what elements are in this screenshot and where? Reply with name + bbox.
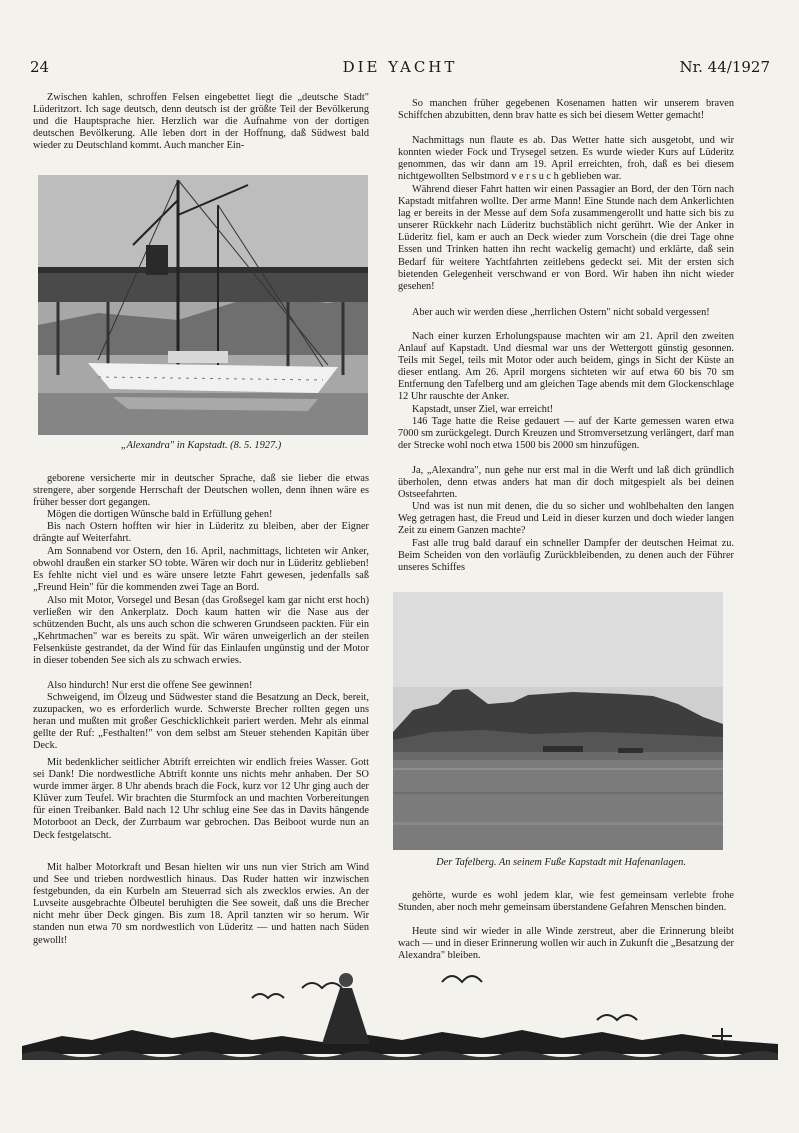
right-paragraph: Fast alle trug bald darauf ein schneller Dampfer der deutschen Heimat zu. Beim Scheiden von den vorläufig Zurückbleibenden, zu denen auch der Führer unseres Schiffes bbox=[398, 538, 734, 574]
page-number: 24 bbox=[30, 58, 50, 76]
right-paragraph: 146 Tage hatte die Reise gedauert — auf der Karte gemessen waren etwa 7000 sm zurückgelegt. Durch Kreuzen und Stromversetzung verlängert, darf man der Strecke wohl noch etwa 1500 bis 2000 sm hinzufügen. bbox=[398, 416, 734, 452]
left-paragraph: Mit halber Motorkraft und Besan hielten wir uns nun vier Strich am Wind und See und trieben nordwestlich hinaus. Das Ruder hatten wir inzwischen festgebunden, da ein Kurbeln am Steuerrad sich als zwecklos erwies. An der Luvseite ausgebrachte Ölbeutel beruhigten die See soweit, daß uns die Brecher nicht mehr über Deck gingen. Bis zum 18. April tanzten wir so herum. Wir standen nun etwa 70 sm nordwestlich von Lüderitz — und hatten nach Süden gewollt! bbox=[33, 862, 369, 946]
right-paragraph: Aber auch wir werden diese „herrlichen Ostern" nicht sobald vergessen! bbox=[412, 307, 710, 318]
seascape-vignette bbox=[22, 958, 778, 1068]
left-paragraph: Schweigend, im Ölzeug und Südwester stand die Besatzung an Deck, bereit, zuzupacken, wo es erforderlich wurde. Schwerste Brecher rollten gegen uns heran und mußten mit großer Geschicklichkeit pariert werden. Mehr als einmal gellte der Ruf: „Festhalten!" von dem selbst am Steuer stehenden Kapitän über Deck. bbox=[33, 692, 369, 752]
ship-photo bbox=[38, 175, 368, 435]
issue-number: Nr. 44/1927 bbox=[679, 58, 770, 76]
right-paragraph: Ja, „Alexandra", nun gehe nur erst mal in die Werft und laß dich gründlich überholen, denn etwas anders hat man dir doch mitgespielt als bei deinen Ostseefahrten. bbox=[398, 465, 734, 501]
left-paragraph: Also mit Motor, Vorsegel und Besan (das Großsegel kam gar nicht erst hoch) verließen wir den Ankerplatz. Doch kaum hatten wir die Nase aus der schützenden Bucht, als uns auch schon die schweren Grundseen packten. Für ein „Kehrtmachen" war es bereits zu spät. Wir wären unweigerlich an der steilen Felsenküste gestrandet, da der Wind für das Einlaufen ungünstig und der Motor in dieser tobenden See sich als zu schwach erwies. bbox=[33, 595, 369, 667]
left-paragraph: Bis nach Ostern hofften wir hier in Lüderitz zu bleiben, aber der Eigner drängte auf Weiterfahrt. bbox=[33, 521, 369, 545]
table-mountain-caption: Der Tafelberg. An seinem Fuße Kapstadt mit Hafenanlagen. bbox=[436, 857, 686, 868]
left-intro-paragraph: Zwischen kahlen, schroffen Felsen eingebettet liegt die „deutsche Stadt" Lüderitzort. Ich sage deutsch, denn deutsch ist der größte Teil der Bevölkerung und die Hauptsprache hier. Herzlich war die Aufnahme von der dortigen deutschen Bevölkerung. Alle leben dort in der Hoffnung, daß Südwest bald wieder zu Deutschland kommt. Auch mancher Ein- bbox=[33, 92, 369, 152]
page-header bbox=[30, 58, 770, 80]
table-mountain-photo bbox=[393, 592, 723, 850]
right-paragraph: Während dieser Fahrt hatten wir einen Passagier an Bord, der den Törn nach Kapstadt mitfahren wollte. Der arme Mann! Eine Stunde nach dem Ankerlichten lag er bereits in der Messe auf dem Sofa zusammengerollt und hatte sich bis zu unserer Rückkehr nach Lüderitz buchstäblich nicht gerührt. Wie der Anker in Lüderitz fiel, kam er auch an Deck wieder zum Vorschein (die drei Tage ohne Essen und Trinken hatten ihn recht wackelig gemacht) und erklärte, daß sein Bedarf für weitere Yachtfahrten zeitlebens gedeckt sei. Mit der ersten sich bietenden Gelegenheit verschwand er von Bord. Wir haben ihn nicht wieder gesehen! bbox=[398, 184, 734, 292]
right-paragraph: Kapstadt, unser Ziel, war erreicht! bbox=[412, 404, 554, 415]
ship-photo-caption: „Alexandra" in Kapstadt. (8. 5. 1927.) bbox=[120, 440, 282, 451]
right-paragraph: So manchen früher gegebenen Kosenamen hatten wir unserem braven Schiffchen abzubitten, denn brav hatte es sich bei diesem Wetter gemacht! bbox=[398, 98, 734, 122]
left-paragraph: Mit bedenklicher seitlicher Abtrift erreichten wir endlich freies Wasser. Gott sei Dank! Die nordwestliche Abtrift konnte uns nichts mehr anhaben. Der SO wurde immer ärger. 8 Uhr abends brach die Fock, kurz vor 12 Uhr ging auch der Klüver zum Teufel. Wir brachten die Sturmfock an und machten Vorbereitungen für einen Treibanker. Bald nach 12 Uhr schlug eine See das in Davits hängende Motorboot an Deck, der Zurrbaum war gebrochen. Das Beiboot wurde nun an Deck festgelatscht. bbox=[33, 757, 369, 841]
right-paragraph: Und was ist nun mit denen, die du so sicher und wohlbehalten den langen Weg getragen hast, die Freud und Leid in dieser kurzen und doch wieder langen Zeit zu einem Ganzen machte? bbox=[398, 501, 734, 537]
right-closing-paragraph: Heute sind wir wieder in alle Winde zerstreut, aber die Erinnerung bleibt wach — und in dieser Erinnerung wollen wir auch in Zukunft die „Besatzung der Alexandra" bleiben. bbox=[398, 926, 734, 962]
left-paragraph: Also hindurch! Nur erst die offene See gewinnen! bbox=[47, 680, 253, 691]
left-paragraph: Am Sonnabend vor Ostern, den 16. April, nachmittags, lichteten wir Anker, obwohl draußen ein starker SO tobte. Wären wir doch nur in Lüderitz geblieben! Es fehlte nicht viel und es wäre unsere letzte Fahrt gewesen, jedenfalls saß „Freund Hein" für die kommenden zwei Tage an Bord. bbox=[33, 546, 369, 594]
right-closing-paragraph: gehörte, wurde es wohl jedem klar, wie fest gemeinsam verlebte frohe Stunden, aber noch mehr gemeinsam überstandene Gefahren Menschen binden. bbox=[398, 890, 734, 914]
left-paragraph: geborene versicherte mir in deutscher Sprache, daß sie lieber die etwas strengere, aber sorgende Herrschaft der Deutschen wollen, denn ihnen wäre es früher besser dort gegangen. bbox=[33, 473, 369, 509]
right-paragraph: Nach einer kurzen Erholungspause machten wir am 21. April den zweiten Anlauf auf Kapstadt. Und diesmal war uns der Wettergott günstig gesonnen. Teils mit Segel, teils mit Motor oder auch beidem, gings in Sicht der Küste an dieser entlang. Am 26. April morgens sichteten wir auf etwa 60 bis 70 sm Entfernung den Tafelberg und am gleichen Tage abends mit dem Glockenschlage 12 Uhr rauschte der Anker. bbox=[398, 331, 734, 403]
left-paragraph: Mögen die dortigen Wünsche bald in Erfüllung gehen! bbox=[47, 509, 273, 520]
right-paragraph: Nachmittags nun flaute es ab. Das Wetter hatte sich ausgetobt, und wir konnten wieder Fock und Trysegel setzen. Es wurde wieder Kurs auf Lüderitz genommen, das wir dann am 19. April erreichten, froh, daß es bei diesem nichtgewollten Selbstmord v e r s u c h geblieben war. bbox=[398, 135, 734, 183]
journal-title: DIE YACHT bbox=[342, 58, 458, 76]
